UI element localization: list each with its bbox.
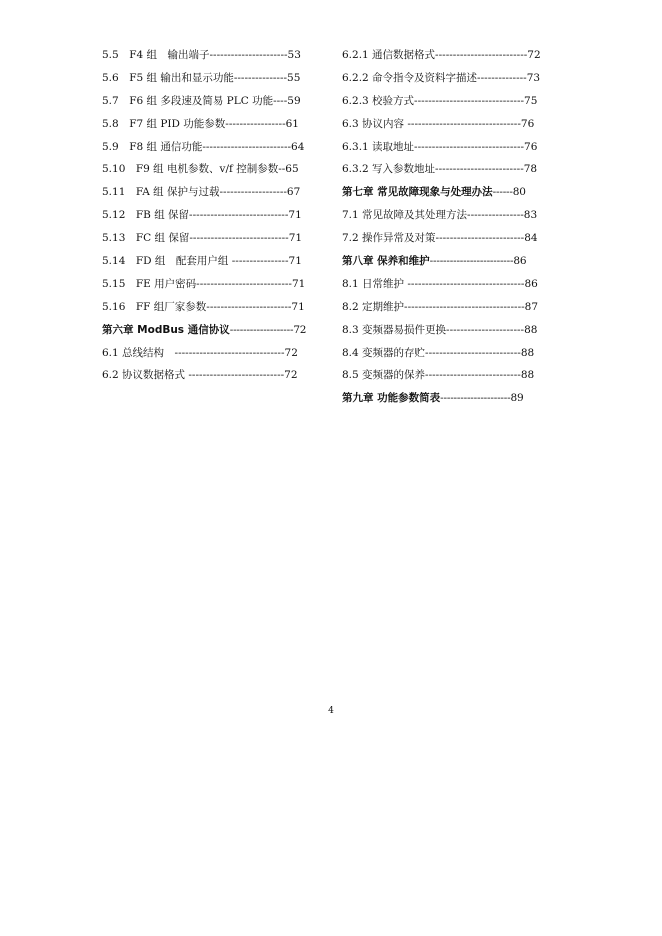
toc-entry-7-2[interactable]: 7.2 操作异常及对策-------------------------84	[342, 232, 538, 245]
toc-entry-5-11[interactable]: 5.11 FA 组 保护与过载-------------------67	[102, 186, 301, 199]
toc-right-column	[342, 44, 550, 410]
chapter-leader: -------------------------86	[429, 255, 527, 268]
toc-entry-6-3-2[interactable]: 6.3.2 写入参数地址-------------------------78	[342, 163, 538, 176]
toc-entry-5-13[interactable]: 5.13 FC 组 保留----------------------------71	[102, 232, 303, 245]
toc-entry-8-2[interactable]: 8.2 定期维护----------------------------------87	[342, 300, 539, 313]
chapter-leader: ------80	[492, 186, 526, 199]
toc-entry-5-10[interactable]: 5.10 F9 组 电机参数、v/f 控制参数--65	[102, 163, 299, 176]
chapter-leader: -------------------72	[229, 323, 307, 336]
toc-entry-5-7[interactable]: 5.7 F6 组 多段速及简易 PLC 功能----59	[102, 94, 301, 107]
toc-entry-5-5[interactable]: 5.5 F4 组 输出端子----------------------53	[102, 49, 301, 61]
toc-entry-6-2-2[interactable]: 6.2.2 命令指令及资料字描述--------------73	[342, 71, 541, 84]
toc-chapter-6[interactable]	[102, 319, 312, 342]
toc-entry-5-8[interactable]: 5.8 F7 组 PID 功能参数-----------------61	[102, 117, 299, 130]
toc-entry-6-2[interactable]: 6.2 协议数据格式 ---------------------------72	[102, 369, 298, 382]
toc-entry-6-3-1[interactable]: 6.3.1 读取地址-------------------------------76	[342, 140, 538, 153]
toc-entry-8-3[interactable]: 8.3 变频器易损件更换----------------------88	[342, 323, 538, 336]
chapter-leader: ---------------------89	[440, 392, 524, 405]
toc-entry-8-4[interactable]: 8.4 变频器的存贮---------------------------88	[342, 346, 535, 359]
chapter-title: 第六章 ModBus 通信协议	[102, 323, 230, 336]
chapter-title: 第八章 保养和维护	[342, 255, 430, 268]
toc-entry-5-15[interactable]: 5.15 FE 用户密码---------------------------71	[102, 277, 306, 290]
chapter-title: 第七章 常见故障现象与处理办法	[342, 186, 493, 199]
toc-left-column	[102, 44, 312, 387]
toc-chapter-9[interactable]	[342, 387, 550, 410]
toc-entry-6-2-1[interactable]: 6.2.1 通信数据格式--------------------------72	[342, 49, 541, 61]
toc-chapter-7[interactable]	[342, 181, 550, 204]
toc-entry-8-1[interactable]: 8.1 日常维护 ---------------------------------86	[342, 277, 538, 290]
toc-entry-5-16[interactable]: 5.16 FF 组厂家参数------------------------71	[102, 300, 305, 313]
chapter-title: 第九章 功能参数简表	[342, 392, 441, 405]
toc-entry-7-1[interactable]: 7.1 常见故障及其处理方法----------------83	[342, 209, 538, 222]
toc-chapter-8[interactable]	[342, 250, 550, 273]
toc-entry-6-2-3[interactable]: 6.2.3 校验方式-------------------------------75	[342, 94, 538, 107]
toc-entry-6-1[interactable]: 6.1 总线结构 -------------------------------72	[102, 346, 298, 359]
toc-entry-5-6[interactable]: 5.6 F5 组 输出和显示功能---------------55	[102, 71, 301, 84]
toc-entry-5-12[interactable]: 5.12 FB 组 保留----------------------------71	[102, 209, 302, 222]
toc-entry-5-14[interactable]: 5.14 FD 组 配套用户组 ----------------71	[102, 255, 302, 268]
toc-entry-6-3[interactable]: 6.3 协议内容 --------------------------------76	[342, 117, 535, 130]
page-number: 4	[328, 706, 334, 716]
toc-entry-5-9[interactable]: 5.9 F8 组 通信功能-------------------------64	[102, 140, 305, 153]
toc-entry-8-5[interactable]: 8.5 变频器的保养---------------------------88	[342, 369, 535, 382]
